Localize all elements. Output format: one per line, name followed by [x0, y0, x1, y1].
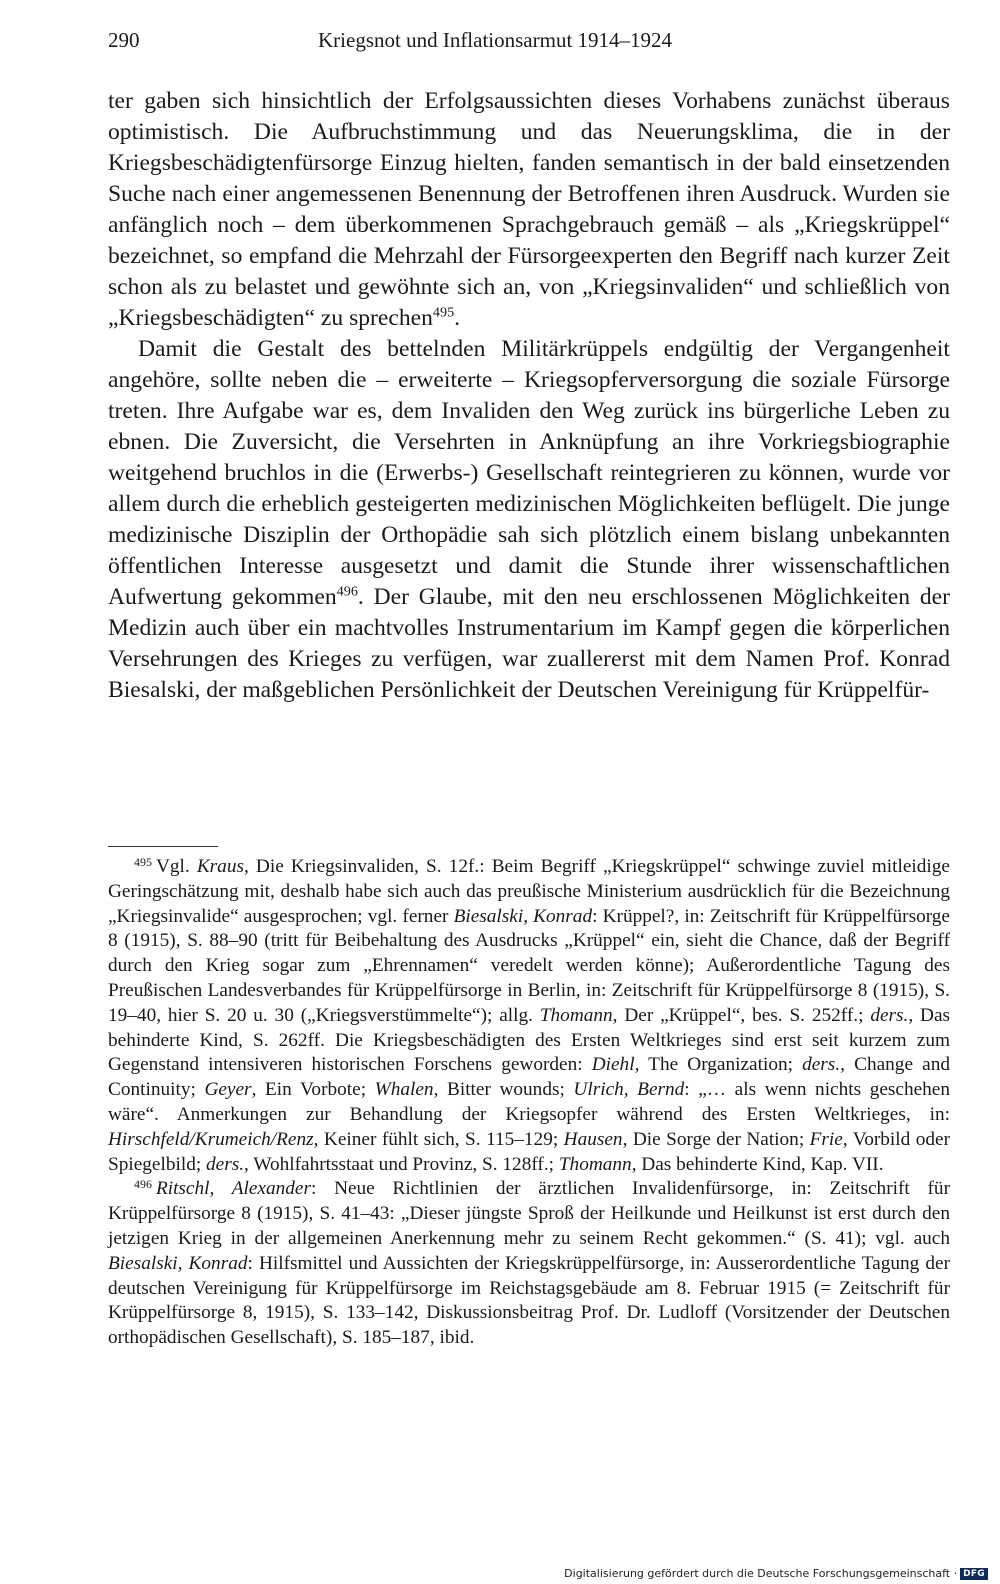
- footnote-divider: [108, 846, 218, 847]
- footnote-italic-text: ders.: [206, 1153, 245, 1175]
- footnote-italic-text: Thomann: [558, 1153, 632, 1175]
- running-title: Kriegsnot und Inflationsarmut 1914–1924: [318, 28, 673, 52]
- paragraph-text: . Der Glaube, mit den neu erschlossenen Möglichkeiten der Medizin auch über ein machtvolles Instrumentarium im Kampf gegen die körperlichen Versehrungen des Krieges zu verfügen, war zuallererst mit dem Namen Prof. Konrad Biesalski, der maßgeblichen Persönlichkeit der Deutschen Vereinigung für Krüppelfür-: [108, 584, 950, 703]
- main-text: [108, 86, 950, 706]
- footnote-text: , Das behinderte Kind, S. 262ff. Die Kriegsbeschädigten des Ersten Weltkrieges sind erst seit kurzem zum Gegenstand intensiveren historischen Forschens geworden:: [108, 1004, 951, 1076]
- footnotes: [108, 855, 950, 1351]
- footnote-text: , Change and Continuity;: [108, 1054, 950, 1101]
- footnote-ref[interactable]: 495: [432, 304, 455, 321]
- footnote-text: , Ein Vorbote;: [251, 1079, 375, 1101]
- footnote-italic-text: Hirschfeld/Krumeich/Renz: [108, 1128, 314, 1150]
- footnote-italic-text: ders.: [870, 1004, 909, 1026]
- paragraph-text: .: [454, 305, 461, 331]
- footnote-italic-text: Ulrich, Bernd: [573, 1079, 685, 1101]
- running-header: [108, 28, 948, 58]
- paragraph: [108, 86, 950, 334]
- footnote-italic-text: Thomann: [539, 1004, 613, 1026]
- footnote-text: Vgl.: [155, 856, 197, 877]
- funding-notice: [564, 1567, 988, 1580]
- footnote-italic-text: Geyer: [204, 1079, 252, 1101]
- footnote-text: , Keiner fühlt sich, S. 115–129;: [313, 1128, 564, 1150]
- footnote-italic-text: Diehl: [591, 1054, 635, 1076]
- footnote-text: : Neue Richtlinien der ärztlichen Invalidenfürsorge, in: Zeitschrift für Krüppelfürsorge 8 (1915), S. 41–43: „Dieser jüngste Sproß der Heilkunde und Heilkunst ist erst durch den jetzigen Krieg in der allgemeinen Anerkennung mehr zu seinem Recht gekommen.“ (S. 41); vgl. auch: [108, 1178, 950, 1249]
- page-number: 290: [108, 28, 140, 52]
- footnote-text: , Das behinderte Kind, Kap. VII.: [631, 1153, 884, 1175]
- footnote-ref[interactable]: 496: [336, 583, 358, 600]
- footnote-text: , Die Sorge der Nation;: [622, 1128, 810, 1150]
- footnote-italic-text: Biesalski, Konrad: [108, 1252, 248, 1274]
- footnote-italic-text: Whalen: [374, 1079, 434, 1101]
- paragraph-text: ter gaben sich hinsichtlich der Erfolgsaussichten dieses Vorhabens zunächst überaus optimistisch. Die Aufbruchstimmung und das Neuerungsklima, die in der Kriegsbeschädigtenfürsorge Einzug hielten, fanden semantisch in der bald einsetzenden Suche nach einer angemessenen Benennung der Betroffenen ihren Ausdruck. Wurden sie anfänglich noch – dem überkommenen Sprachgebrauch gemäß – als „Kriegskrüppel“ bezeichnet, so empfand die Mehrzahl der Fürsorgeexperten den Begriff nach kurzer Zeit schon als zu belastet und gewöhnte sich an, von „Kriegsinvaliden“ und schließlich von „Kriegsbeschädigten“ zu sprechen: [108, 88, 950, 331]
- paragraph: [108, 334, 950, 706]
- footnote-text: : Hilfsmittel und Aussichten der Kriegskrüppelfürsorge, in: Ausserordentliche Tagung der deutschen Vereinigung für Krüppelfürsorge im Reichstagsgebäude am 8. Februar 1915 (= Zeitschrift für Krüppelfürsorge 8, 1915), S. 133–142, Diskussionsbeitrag Prof. Dr. Ludloff (Vorsitzender der Deutschen orthopädischen Gesellschaft), S. 185–187, ibid.: [108, 1252, 950, 1349]
- footnote-text: , Der „Krüppel“, bes. S. 252ff.;: [612, 1004, 871, 1026]
- footnote-italic-text: Ritschl, Alexander: [155, 1178, 311, 1200]
- footnote-italic-text: Frie: [809, 1128, 843, 1150]
- footnote-italic-text: Hausen: [563, 1128, 623, 1150]
- footnote-text: , The Organization;: [634, 1054, 803, 1076]
- funding-text: Digitalisierung gefördert durch die Deutsche Forschungsgemeinschaft ·: [564, 1567, 958, 1580]
- footnote-text: : „… als wenn nichts geschehen wäre“. Anmerkungen zur Behandlung der Kriegsopfer während des Ersten Weltkrieges, in:: [108, 1079, 950, 1125]
- footnote-text: : Krüppel?, in: Zeitschrift für Krüppelfürsorge 8 (1915), S. 88–90 (tritt für Beibehaltung des Ausdrucks „Krüppel“ ein, sieht die Chance, daß der Begriff durch den Krieg sogar zum „Ehrennamen“ veredelt werden könne); Außerordentliche Tagung des Preußischen Landesverbandes für Krüppelfürsorge in Berlin, in: Zeitschrift für Krüppelfürsorge 8 (1915), S. 19–40, hier S. 20 u. 30 („Kriegsverstümmelte“); allg.: [108, 905, 950, 1026]
- footnote: [108, 855, 950, 1177]
- footnote-text: , Die Kriegsinvaliden, S. 12f.: Beim Begriff „Kriegskrüppel“ schwinge zuviel mitleidige Geringschätzung mit, deshalb habe sich auch das preußische Ministerium ausdrücklich für die Bezeichnung „Kriegsinvalide“ ausgesprochen; vgl. ferner: [108, 856, 950, 927]
- paragraph-text: Damit die Gestalt des bettelnden Militärkrüppels endgültig der Vergangenheit angehöre, sollte neben die – erweiterte – Kriegsopferversorgung die soziale Fürsorge treten. Ihre Aufgabe war es, dem Invaliden den Weg zurück ins bürgerliche Leben zu ebnen. Die Zuversicht, die Versehrten in Anknüpfung an ihre Vorkriegsbiographie weitgehend bruchlos in die (Erwerbs-) Gesellschaft reintegrieren zu können, wurde vor allem durch die erheblich gesteigerten medizinischen Möglichkeiten beflügelt. Die junge medizinische Disziplin der Orthopädie sah sich plötzlich einem bislang unbekannten öffentlichen Interesse ausgesetzt und damit die Stunde ihrer wissenschaftlichen Aufwertung gekommen: [108, 336, 950, 610]
- footnote-text: , Bitter wounds;: [433, 1079, 574, 1101]
- footnote-text: , Wohlfahrtsstaat und Provinz, S. 128ff.;: [244, 1153, 559, 1175]
- footnote: [108, 1177, 950, 1351]
- footnote-text: , Vorbild oder Spiegelbild;: [108, 1128, 950, 1175]
- footnote-italic-text: Kraus: [196, 856, 244, 877]
- footnote-number: 495: [134, 855, 152, 870]
- footnote-italic-text: ders.: [802, 1054, 841, 1076]
- dfg-logo: DFG: [960, 1568, 988, 1580]
- footnote-italic-text: Biesalski, Konrad: [453, 905, 593, 927]
- footnote-number: 496: [134, 1177, 152, 1192]
